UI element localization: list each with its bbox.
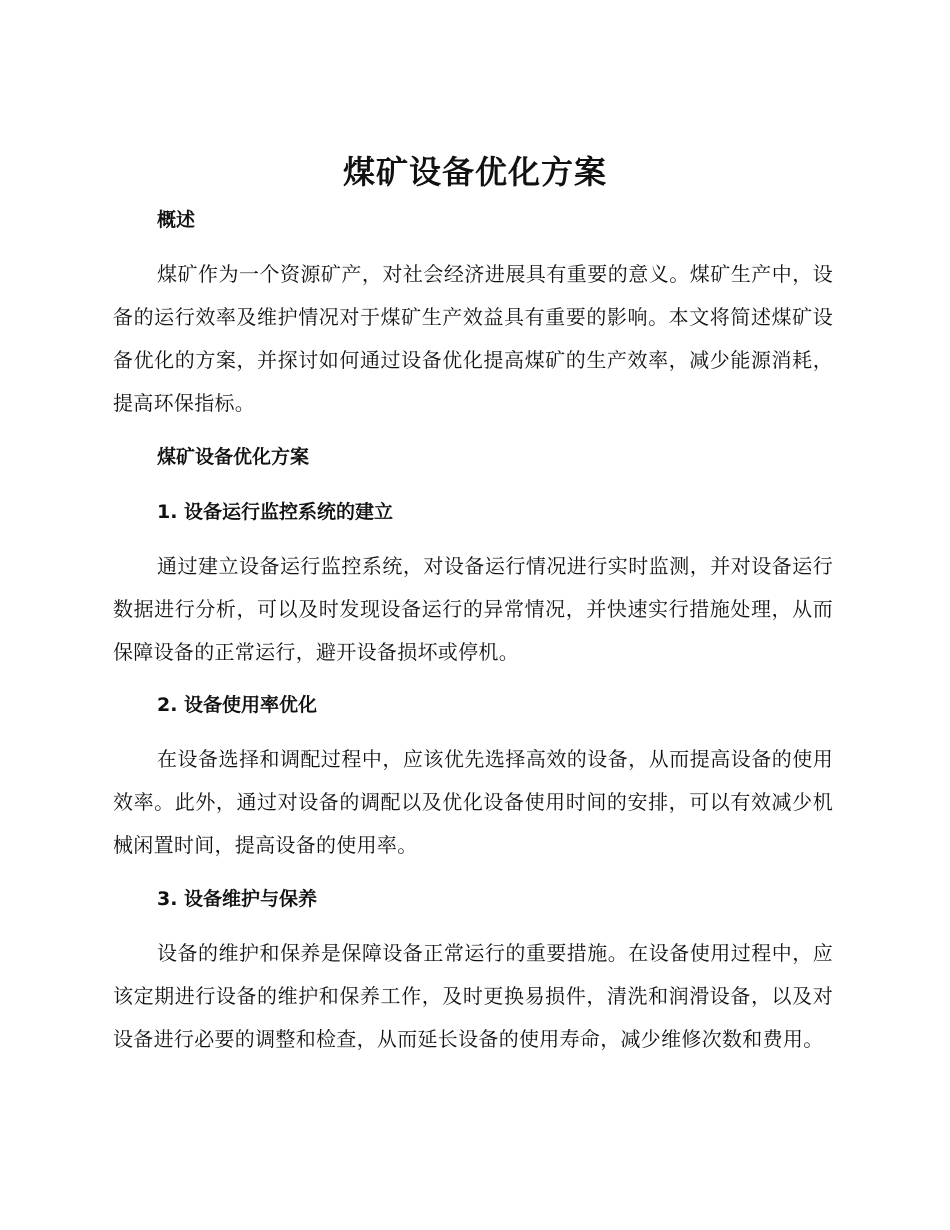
paragraph-overview: 煤矿作为一个资源矿产，对社会经济进展具有重要的意义。煤矿生产中，设备的运行效率及维护情况对于煤矿生产效益具有重要的影响。本文将简述煤矿设备优化的方案，并探讨如何通过设备优化提高煤矿的生产效率，减少能源消耗，提高环保指标。 xyxy=(113,262,833,415)
section-heading-monitoring: 1. 设备运行监控系统的建立 xyxy=(157,501,394,523)
section-heading-plan: 煤矿设备优化方案 xyxy=(157,446,310,468)
section-heading-maintenance: 3. 设备维护与保养 xyxy=(157,888,318,910)
section-heading-overview: 概述 xyxy=(157,209,196,231)
paragraph-maintenance: 设备的维护和保养是保障设备正常运行的重要措施。在设备使用过程中，应该定期进行设备的维护和保养工作，及时更换易损件，清洗和润滑设备，以及对设备进行必要的调整和检查，从而延长设备的使用寿命，减少维修次数和费用。 xyxy=(113,941,833,1051)
paragraph-monitoring: 通过建立设备运行监控系统，对设备运行情况进行实时监测，并对设备运行数据进行分析，可以及时发现设备运行的异常情况，并快速实行措施处理，从而保障设备的正常运行，避开设备损坏或停机。 xyxy=(113,554,833,664)
section-heading-utilization: 2. 设备使用率优化 xyxy=(157,694,318,716)
document-title: 煤矿设备优化方案 xyxy=(342,153,607,191)
paragraph-utilization: 在设备选择和调配过程中，应该优先选择高效的设备，从而提高设备的使用效率。此外，通过对设备的调配以及优化设备使用时间的安排，可以有效减少机械闲置时间，提高设备的使用率。 xyxy=(113,747,833,857)
